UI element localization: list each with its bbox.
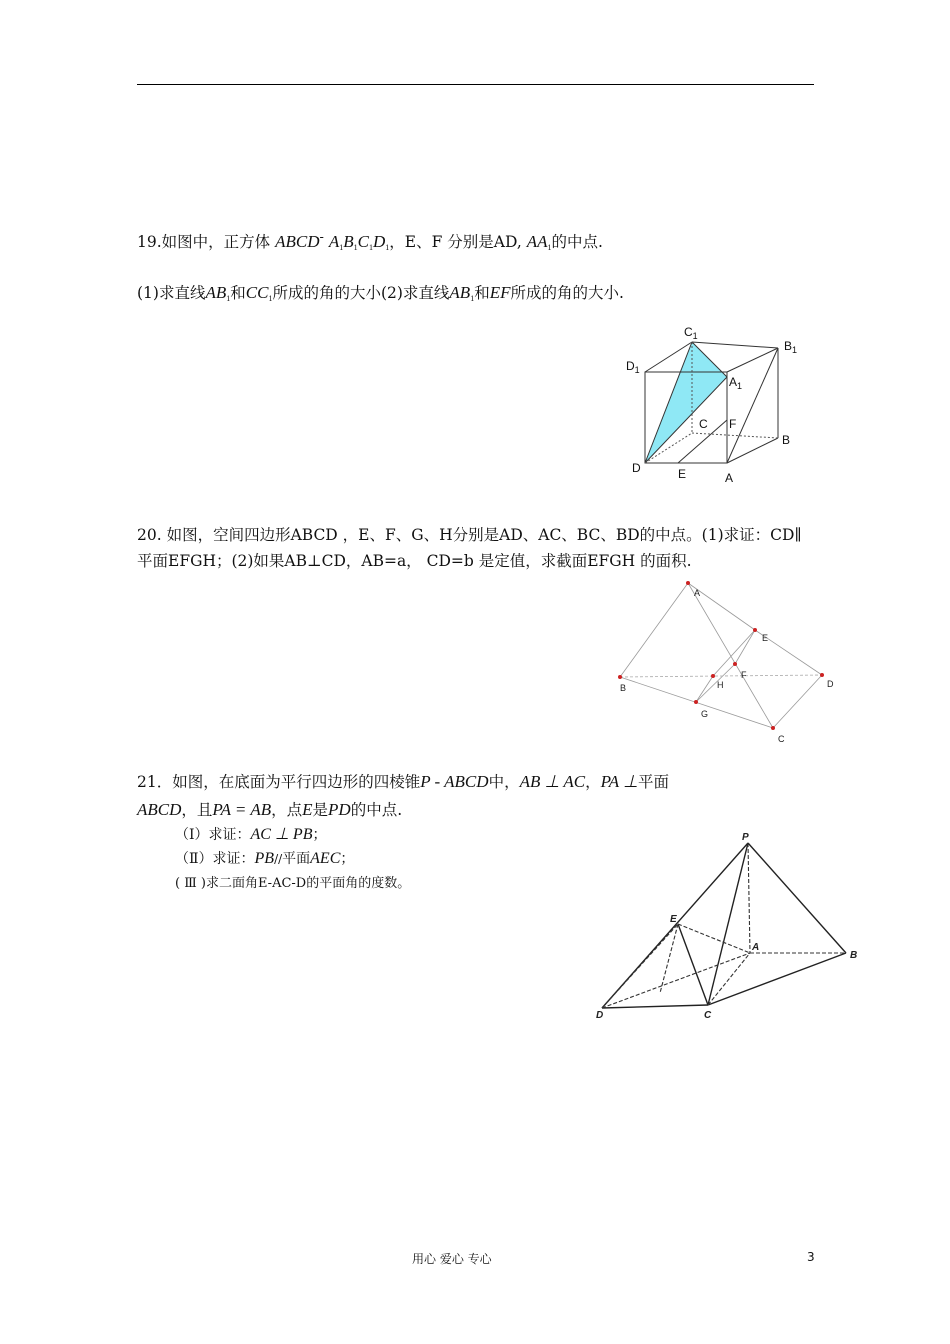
label-A: A <box>752 942 760 953</box>
label-D1: $D_1$ <box>626 359 640 375</box>
vertex-dot <box>694 700 698 704</box>
label-B: B <box>782 433 791 447</box>
label-C: C <box>778 734 785 744</box>
label-H: H <box>717 680 724 690</box>
header-rule <box>137 84 814 85</box>
vertex-dot <box>711 674 715 678</box>
problem-19-line-1: 19.如图中，正方体 ABCD- $A_1B_1C_1D_1$，E、F 分别是AD, $AA_1$的中点. <box>137 230 603 252</box>
problem-20-line-1: 20. 如图，空间四边形ABCD ，E、F、G、H分别是AD、AC、BC、BD的中点。(1)求证：CD∥ <box>137 526 802 544</box>
label-B: B <box>620 683 627 693</box>
label-B: B <box>850 950 858 961</box>
problem-20-line-2: 平面EFGH；(2)如果AB⊥CD，AB=a， CD=b 是定值，求截面EFGH 的面积. <box>137 552 692 570</box>
label-A: A <box>725 471 734 485</box>
label-A1: $A_1$ <box>729 375 743 391</box>
label-C: C <box>704 1010 712 1021</box>
label-D: D <box>827 679 834 689</box>
problem-19-line-2: (1)求直线$AB_1$和$CC_1$所成的角的大小(2)求直线$AB_1$和EF所成的角的大小. <box>137 283 624 303</box>
vertex-dot <box>753 628 757 632</box>
label-F: F <box>741 670 747 680</box>
label-C: C <box>699 417 708 431</box>
problem-21-line-1: 21．如图，在底面为平行四边形的四棱锥P - ABCD中，AB ⊥ AC，PA ⊥平面 <box>137 772 669 791</box>
cube-figure <box>620 320 820 490</box>
footer-slogan: 用心 爱心 专心 <box>412 1252 492 1266</box>
page-number: 3 <box>807 1250 815 1264</box>
label-P: P <box>742 832 749 843</box>
problem-21-line-2: ABCD，且PA = AB，点E是PD的中点. <box>137 800 403 819</box>
label-D: D <box>596 1010 604 1021</box>
shaded-triangle <box>645 342 727 463</box>
pyramid-figure <box>590 830 870 1025</box>
label-F: F <box>729 417 737 431</box>
vertex-dot <box>686 581 690 585</box>
label-G: G <box>701 709 709 719</box>
label-B1: $B_1$ <box>784 339 798 355</box>
vertex-dot <box>733 662 737 666</box>
problem-21-part-1: （Ⅰ）求证：AC ⊥ PB； <box>175 826 327 843</box>
label-D: D <box>632 461 641 475</box>
problem-21-part-2: （Ⅱ）求证：PB//平面AEC； <box>175 850 355 867</box>
vertex-dot <box>820 673 824 677</box>
vertex-dot <box>618 675 622 679</box>
label-E: E <box>762 633 769 643</box>
problem-21-part-3: ( Ⅲ )求二面角E-AC-D的平面角的度数。 <box>175 876 411 891</box>
label-E: E <box>670 914 677 925</box>
vertex-dot <box>771 726 775 730</box>
label-C1: $C_1$ <box>684 325 698 341</box>
tetrahedron-figure <box>600 575 850 750</box>
label-A: A <box>694 588 701 598</box>
label-E: E <box>678 467 687 481</box>
